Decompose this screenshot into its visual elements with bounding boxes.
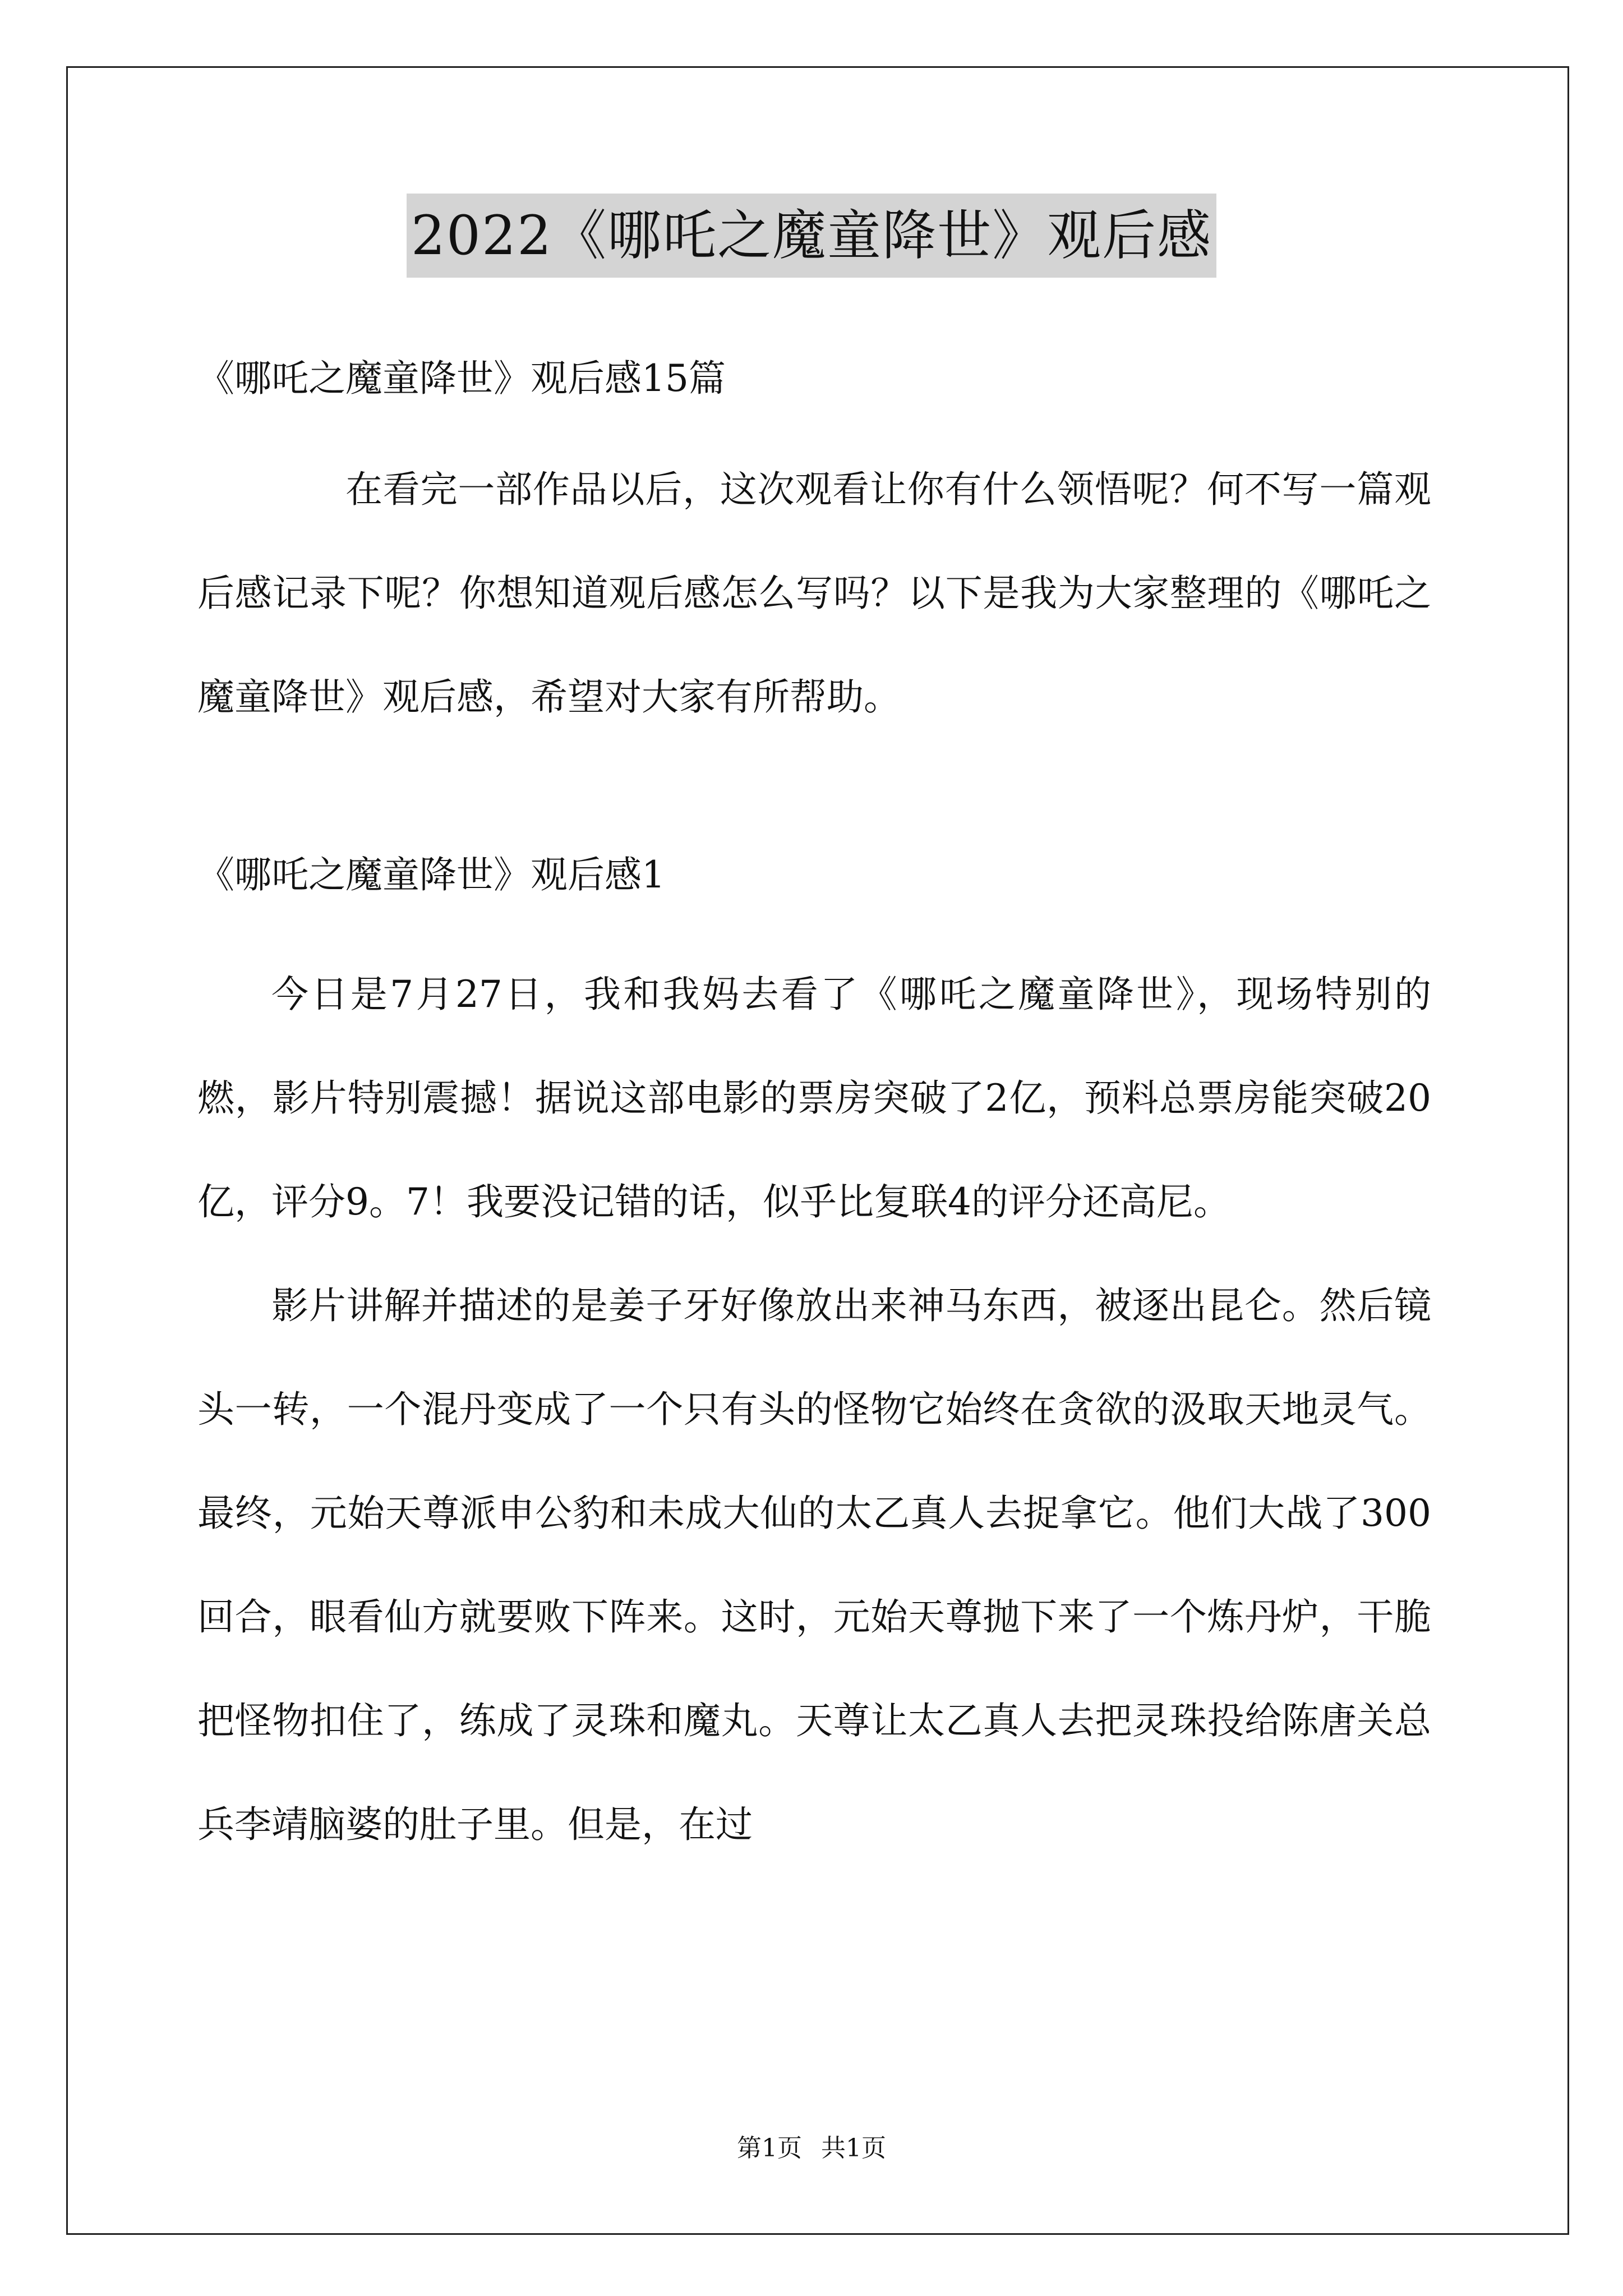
intro-paragraph: 在看完一部作品以后，这次观看让你有什么领悟呢？何不写一篇观后感记录下呢？你想知道观后感怎么写吗？以下是我为大家整理的《哪吒之魔童降世》观后感，希望对大家有所帮助。 bbox=[197, 468, 1431, 719]
page-footer bbox=[0, 2132, 1623, 2165]
section-heading: 《哪吒之魔童降世》观后感1 bbox=[197, 853, 665, 896]
title-container bbox=[0, 194, 1623, 278]
document-subtitle: 《哪吒之魔童降世》观后感15篇 bbox=[197, 357, 726, 400]
page-number: 第1页 bbox=[737, 2134, 802, 2162]
body-paragraph: 影片讲解并描述的是姜子牙好像放出来神马东西，被逐出昆仑。然后镜头一转，一个混丹变成了一个只有头的怪物它始终在贪欲的汲取天地灵气。最终，元始天尊派申公豹和未成大仙的太乙真人去捉拿它。他们大战了300回合，眼看仙方就要败下阵来。这时，元始天尊抛下来了一个炼丹炉，干脆把怪物扣住了，练成了灵珠和魔丸。天尊让太乙真人去把灵珠投给陈唐关总兵李靖脑婆的肚子里。但是，在过 bbox=[197, 1284, 1431, 1846]
body-paragraph: 今日是7月27日，我和我妈去看了《哪吒之魔童降世》，现场特别的燃，影片特别震撼！据说这部电影的票房突破了2亿，预料总票房能突破20亿，评分9。7！我要没记错的话，似乎比复联4的评分还高尼。 bbox=[197, 973, 1431, 1223]
page-total: 共1页 bbox=[821, 2134, 886, 2162]
document-body bbox=[197, 337, 1431, 1876]
document-title: 2022《哪吒之魔童降世》观后感 bbox=[407, 194, 1216, 278]
